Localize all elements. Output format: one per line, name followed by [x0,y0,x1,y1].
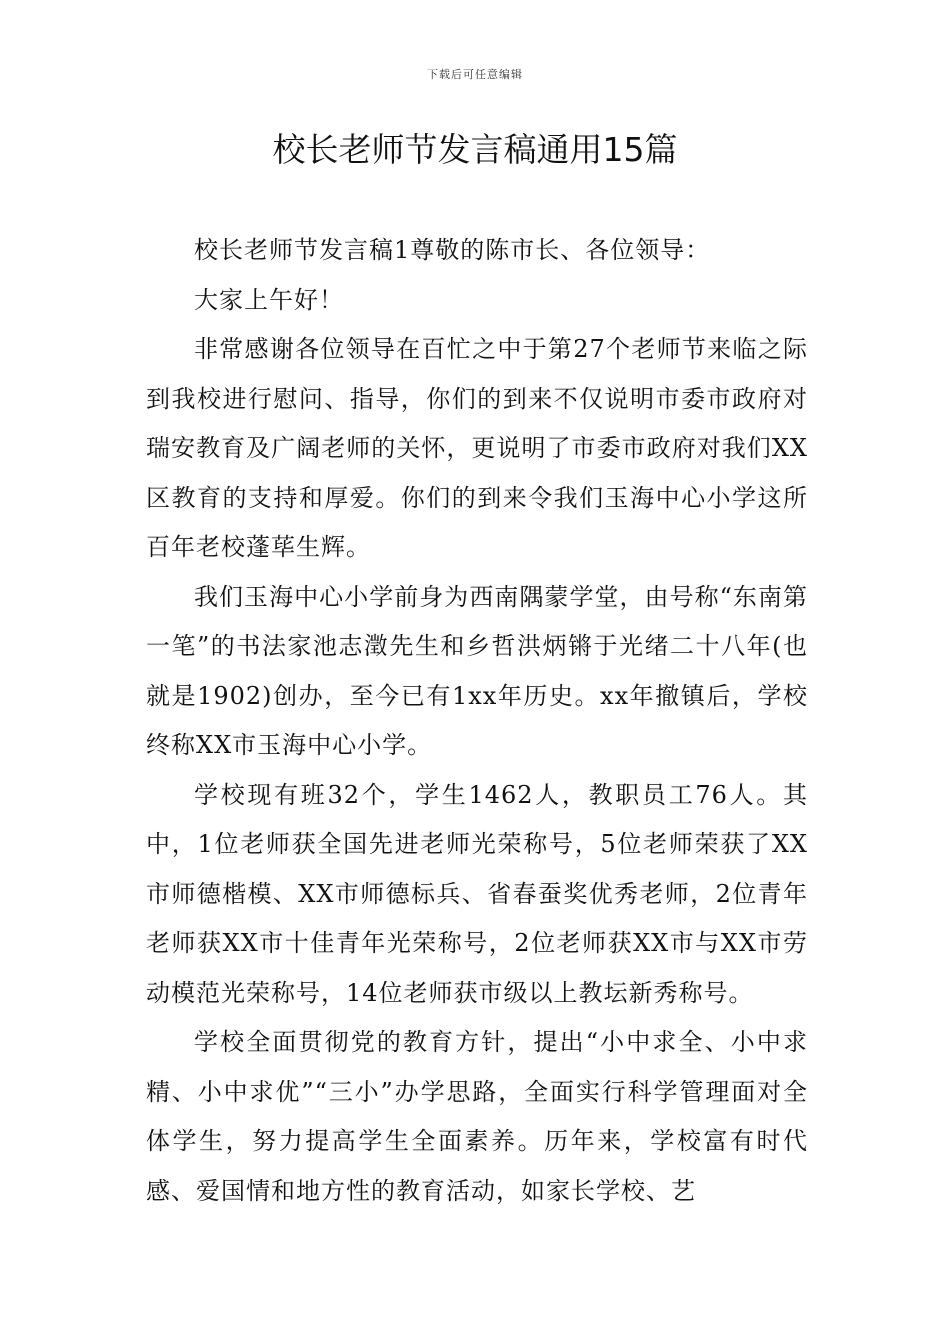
paragraph: 学校全面贯彻党的教育方针，提出“小中求全、小中求精、小中求优”“三小”办学思路，全面实行科学管理面对全体学生，努力提高学生全面素养。历年来，学校富有时代感、爱国情和地方性的教育活动，如家长学校、艺 [146,1028,808,1205]
paragraph: 学校现有班32个，学生1462人，教职员工76人。其中，1位老师获全国先进老师光荣称号，5位老师荣获了XX市师德楷模、XX市师德标兵、省春蚕奖优秀老师，2位青年老师获XX市十佳青年光荣称号，2位老师获XX市与XX市劳动模范光荣称号，14位老师获市级以上教坛新秀称号。 [146,780,808,1007]
paragraph: 大家上午好！ [194,285,344,314]
paragraph: 非常感谢各位领导在百忙之中于第27个老师节来临之际到我校进行慰问、指导，你们的到来不仅说明市委市政府对瑞安教育及广阔老师的关怀，更说明了市委市政府对我们XX区教育的支持和厚爱。你们的到来令我们玉海中心小学这所百年老校蓬荜生辉。 [146,335,808,561]
document-title: 校长老师节发言稿通用15篇 [272,130,678,169]
header-note: 下载后可任意编辑 [427,68,523,81]
document-body [146,226,808,1216]
paragraph: 校长老师节发言稿1尊敬的陈市长、各位领导： [194,236,711,264]
paragraph: 我们玉海中心小学前身为西南隅蒙学堂，由号称“东南第一笔”的书法家池志澂先生和乡哲洪炳锵于光绪二十八年(也就是1902)创办，至今已有1xx年历史。xx年撤镇后，学校终称XX市玉海中心小学。 [146,582,808,759]
